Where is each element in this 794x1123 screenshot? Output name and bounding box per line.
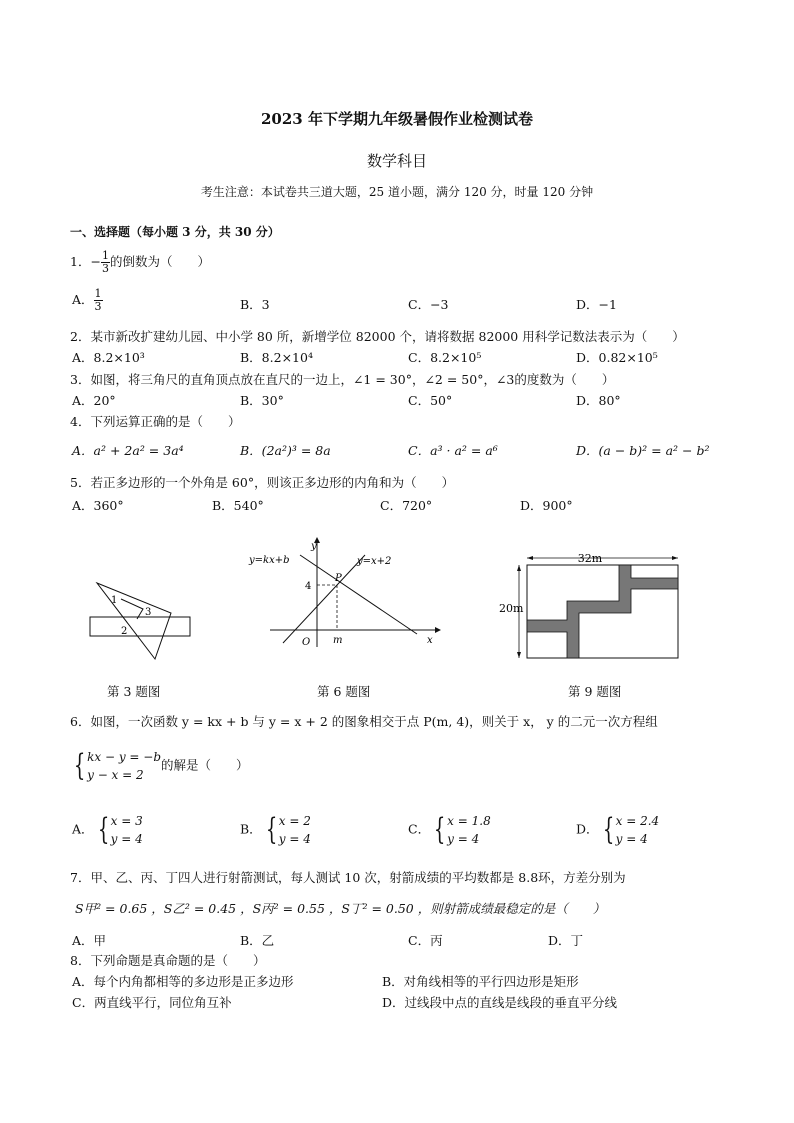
line-label-kx-b: y=kx+b [249, 555, 290, 566]
question-5: 5．若正多边形的一个外角是 60°，则该正多边形的内角和为（ ） [70, 475, 455, 490]
q3-option-b[interactable]: B．30° [240, 393, 284, 408]
q2-option-c[interactable]: C．8.2×10⁵ [408, 350, 482, 365]
brace-icon: { [97, 812, 109, 847]
line-label-x-2: y=x+2 [357, 556, 392, 567]
option-system [279, 812, 311, 848]
origin-label: O [302, 637, 311, 648]
figure-9-caption: 第 9 题图 [568, 684, 622, 699]
width-arrow-left [527, 556, 533, 560]
figure-3-caption: 第 3 题图 [107, 684, 161, 699]
q8-option-c[interactable]: C．两直线平行，同位角互补 [72, 995, 232, 1010]
q7-option-c[interactable]: C．丙 [408, 933, 443, 948]
x-axis-label: x [427, 635, 433, 646]
option-x: x = 3 [110, 814, 143, 828]
minus-sign: − [90, 254, 101, 269]
question-1 [70, 250, 210, 275]
road-path [527, 565, 678, 658]
option-x: x = 2.4 [615, 814, 660, 828]
system-line-2: y − x = 2 [87, 768, 144, 782]
angle-label-2: 2 [121, 626, 128, 637]
option-label: A． [72, 821, 94, 837]
q3-option-d[interactable]: D．80° [576, 393, 621, 408]
x-axis-arrow [435, 627, 441, 633]
option-system [447, 812, 491, 848]
triangle-ruler [97, 583, 171, 659]
q7-option-d[interactable]: D．丁 [548, 933, 584, 948]
angle-label-3: 3 [145, 607, 152, 618]
question-text: 的解是（ ） [161, 757, 249, 773]
height-label: 20m [499, 602, 524, 615]
q8-option-d[interactable]: D．过线段中点的直线是线段的垂直平分线 [382, 995, 618, 1010]
height-arrow-bottom [517, 652, 521, 658]
q6-option-b[interactable] [240, 812, 311, 848]
option-x: x = 2 [278, 814, 311, 828]
question-8: 8．下列命题是真命题的是（ ） [70, 953, 266, 968]
q7-variance: S甲² = 0.65 ，S乙² = 0.45 ，S丙² = 0.55 ，S丁² = 0.50 ，则射箭成绩最稳定的是（ ） [75, 901, 606, 916]
point-label-p: P [335, 573, 342, 584]
system-line-1: kx − y = −b [87, 750, 162, 764]
q4-option-d[interactable]: D．(a − b)² = a² − b² [576, 443, 710, 458]
q4-option-c[interactable]: C．a³ · a² = a⁶ [408, 443, 498, 458]
q2-option-d[interactable]: D．0.82×10⁵ [576, 350, 658, 365]
q7-option-a[interactable]: A．甲 [72, 933, 107, 948]
q7-option-b[interactable]: B．乙 [240, 933, 275, 948]
option-x: x = 1.8 [447, 814, 491, 828]
system-lines [87, 748, 161, 784]
q5-option-a[interactable]: A．360° [72, 498, 124, 513]
ruler [90, 617, 190, 636]
option-system [616, 812, 660, 848]
q3-option-a[interactable]: A．20° [72, 393, 116, 408]
fraction-numerator: 1 [94, 287, 102, 300]
q1-option-d[interactable]: D．−1 [576, 297, 617, 312]
q4-option-b[interactable]: B．(2a²)³ = 8a [240, 443, 331, 458]
figure-6-caption: 第 6 题图 [317, 684, 371, 699]
exam-title: 2023 年下学期九年级暑假作业检测试卷 [261, 110, 533, 128]
y-axis-label: y [311, 541, 317, 552]
q6-option-a[interactable] [72, 812, 143, 848]
option-label: D． [576, 821, 599, 837]
question-6: 6．如图，一次函数 y = kx + b 与 y = x + 2 的图象相交于点 P(m, 4)，则关于 x， y 的二元一次方程组 [70, 714, 658, 729]
height-arrow-top [517, 565, 521, 571]
option-system [111, 812, 143, 848]
fraction [94, 288, 103, 313]
question-3: 3．如图，将三角尺的直角顶点放在直尺的一边上，∠1 = 30°，∠2 = 50°，∠3的度数为（ ） [70, 372, 615, 387]
q2-option-b[interactable]: B．8.2×10⁴ [240, 350, 313, 365]
question-2: 2．某市新改扩建幼儿园、中小学 80 所，新增学位 82000 个，请将数据 82000 用科学记数法表示为（ ） [70, 329, 685, 344]
question-7: 7．甲、乙、丙、丁四人进行射箭测试，每人测试 10 次，射箭成绩的平均数都是 8.8环，方差分别为 [70, 870, 626, 885]
q6-option-d[interactable] [576, 812, 659, 848]
q1-option-a[interactable] [72, 288, 103, 313]
q4-option-a[interactable]: A．a² + 2a² = 3a⁴ [72, 443, 184, 458]
option-y: y = 4 [447, 832, 480, 846]
q5-option-d[interactable]: D．900° [520, 498, 573, 513]
fraction-numerator: 1 [101, 249, 109, 262]
question-text: 的倒数为（ ） [109, 254, 210, 269]
subject-title: 数学科目 [366, 152, 427, 170]
brace-icon: { [433, 812, 446, 847]
q2-option-a[interactable]: A．8.2×10³ [72, 350, 145, 365]
question-number: 1． [70, 254, 91, 269]
fraction-denominator: 3 [101, 262, 109, 275]
option-y: y = 4 [278, 832, 311, 846]
q6-equation-system [70, 748, 249, 784]
q8-option-b[interactable]: B．对角线相等的平行四边形是矩形 [382, 974, 579, 989]
tick-label-m: m [333, 635, 343, 646]
option-label: A． [72, 292, 94, 307]
figure-6 [245, 535, 445, 655]
option-y: y = 4 [110, 832, 143, 846]
figure-9 [495, 548, 685, 666]
exam-notice: 考生注意：本试卷共三道大题，25 道小题，满分 120 分，时量 120 分钟 [200, 185, 594, 199]
brace-icon: { [265, 812, 277, 847]
brace-icon: { [602, 812, 614, 847]
width-arrow-right [672, 556, 678, 560]
q8-option-a[interactable]: A．每个内角都相等的多边形是正多边形 [72, 974, 294, 989]
fraction [101, 250, 110, 275]
width-label: 32m [577, 552, 603, 565]
section-heading: 一、选择题（每小题 3 分，共 30 分） [70, 225, 280, 239]
option-y: y = 4 [615, 832, 648, 846]
angle-label-1: 1 [111, 595, 118, 606]
q5-option-b[interactable]: B．540° [212, 498, 264, 513]
triangle-inner [121, 599, 143, 619]
figure-3 [85, 575, 195, 665]
q6-option-c[interactable] [408, 812, 491, 848]
q3-option-c[interactable]: C．50° [408, 393, 453, 408]
option-label: C． [408, 821, 431, 837]
q5-option-c[interactable]: C．720° [380, 498, 433, 513]
brace-icon: { [73, 748, 86, 783]
q1-option-c[interactable]: C．−3 [408, 297, 449, 312]
q1-option-b[interactable]: B．3 [240, 297, 270, 312]
tick-label-4: 4 [305, 581, 312, 592]
question-4: 4．下列运算正确的是（ ） [70, 414, 241, 429]
fraction-denominator: 3 [94, 300, 102, 313]
option-label: B． [240, 821, 262, 837]
